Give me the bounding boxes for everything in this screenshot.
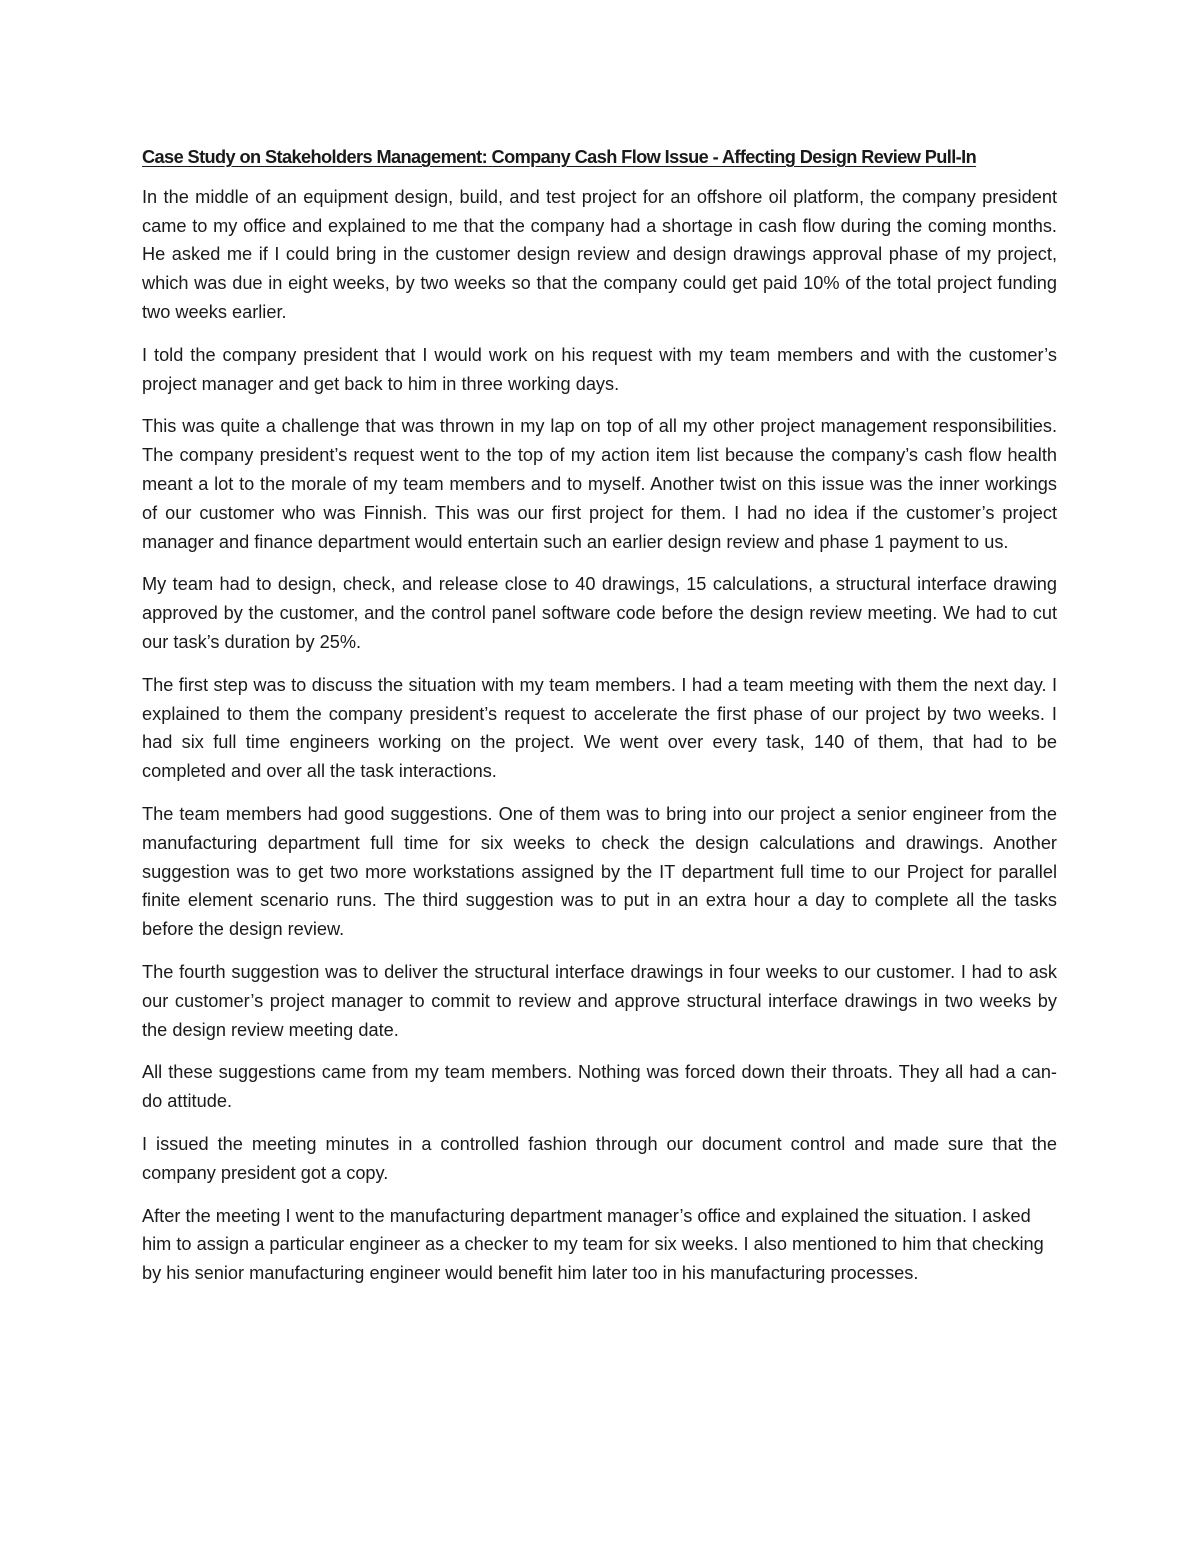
paragraph-meeting-minutes: I issued the meeting minutes in a controlled fashion through our document control and made sure that the company president got a copy. bbox=[142, 1133, 1057, 1183]
document-page bbox=[142, 143, 1057, 1302]
paragraph-deliverables: My team had to design, check, and release close to 40 drawings, 15 calculations, a structural interface drawing approved by the customer, and the control panel software code before the design review meeting. We had to cut our task’s duration by 25%. bbox=[142, 574, 1057, 652]
document-title: Case Study on Stakeholders Management: Company Cash Flow Issue - Affecting Design Review Pull-In bbox=[142, 147, 977, 167]
paragraph-fourth-suggestion: The fourth suggestion was to deliver the structural interface drawings in four weeks to our customer. I had to ask our customer’s project manager to commit to review and approve structural interface drawings in two weeks by the design review meeting date. bbox=[142, 961, 1057, 1040]
paragraph-intro: In the middle of an equipment design, build, and test project for an offshore oil platform, the company president came to my office and explained to me that the company had a shortage in cash flow during the coming months. He asked me if I could bring in the customer design review and design drawings approval phase of my project, which was due in eight weeks, by two weeks so that the company could get paid 10% of the total project funding two weeks earlier. bbox=[142, 186, 1057, 322]
paragraph-suggestions: The team members had good suggestions. One of them was to bring into our project a senior engineer from the manufacturing department full time for six weeks to check the design calculations and drawings. Another suggestion was to get two more workstations assigned by the IT department full time to our Project for parallel finite element scenario runs. The third suggestion was to put in an extra hour a day to complete all the tasks before the design review. bbox=[142, 803, 1057, 940]
paragraph-response: I told the company president that I would work on his request with my team members and with the customer’s project manager and get back to him in three working days. bbox=[142, 344, 1057, 394]
paragraph-manufacturing-manager: After the meeting I went to the manufacturing department manager’s office and explained the situation. I asked him to assign a particular engineer as a checker to my team for six weeks. I also mentioned to him that checking by his senior manufacturing engineer would benefit him later too in his manufacturing processes. bbox=[142, 1205, 1044, 1284]
paragraph-team-attitude: All these suggestions came from my team members. Nothing was forced down their throats. They all had a can-do attitude. bbox=[142, 1062, 1057, 1112]
paragraph-challenge: This was quite a challenge that was thrown in my lap on top of all my other project management responsibilities. The company president’s request went to the top of my action item list because the company’s cash flow health meant a lot to the morale of my team members and to myself. Another twist on this issue was the inner workings of our customer who was Finnish. This was our first project for them. I had no idea if the customer’s project manager and finance department would entertain such an earlier design review and phase 1 payment to us. bbox=[142, 416, 1057, 552]
paragraph-first-step: The first step was to discuss the situation with my team members. I had a team meeting with them the next day. I explained to them the company president’s request to accelerate the first phase of our project by two weeks. I had six full time engineers working on the project. We went over every task, 140 of them, that had to be completed and over all the task interactions. bbox=[142, 674, 1057, 782]
